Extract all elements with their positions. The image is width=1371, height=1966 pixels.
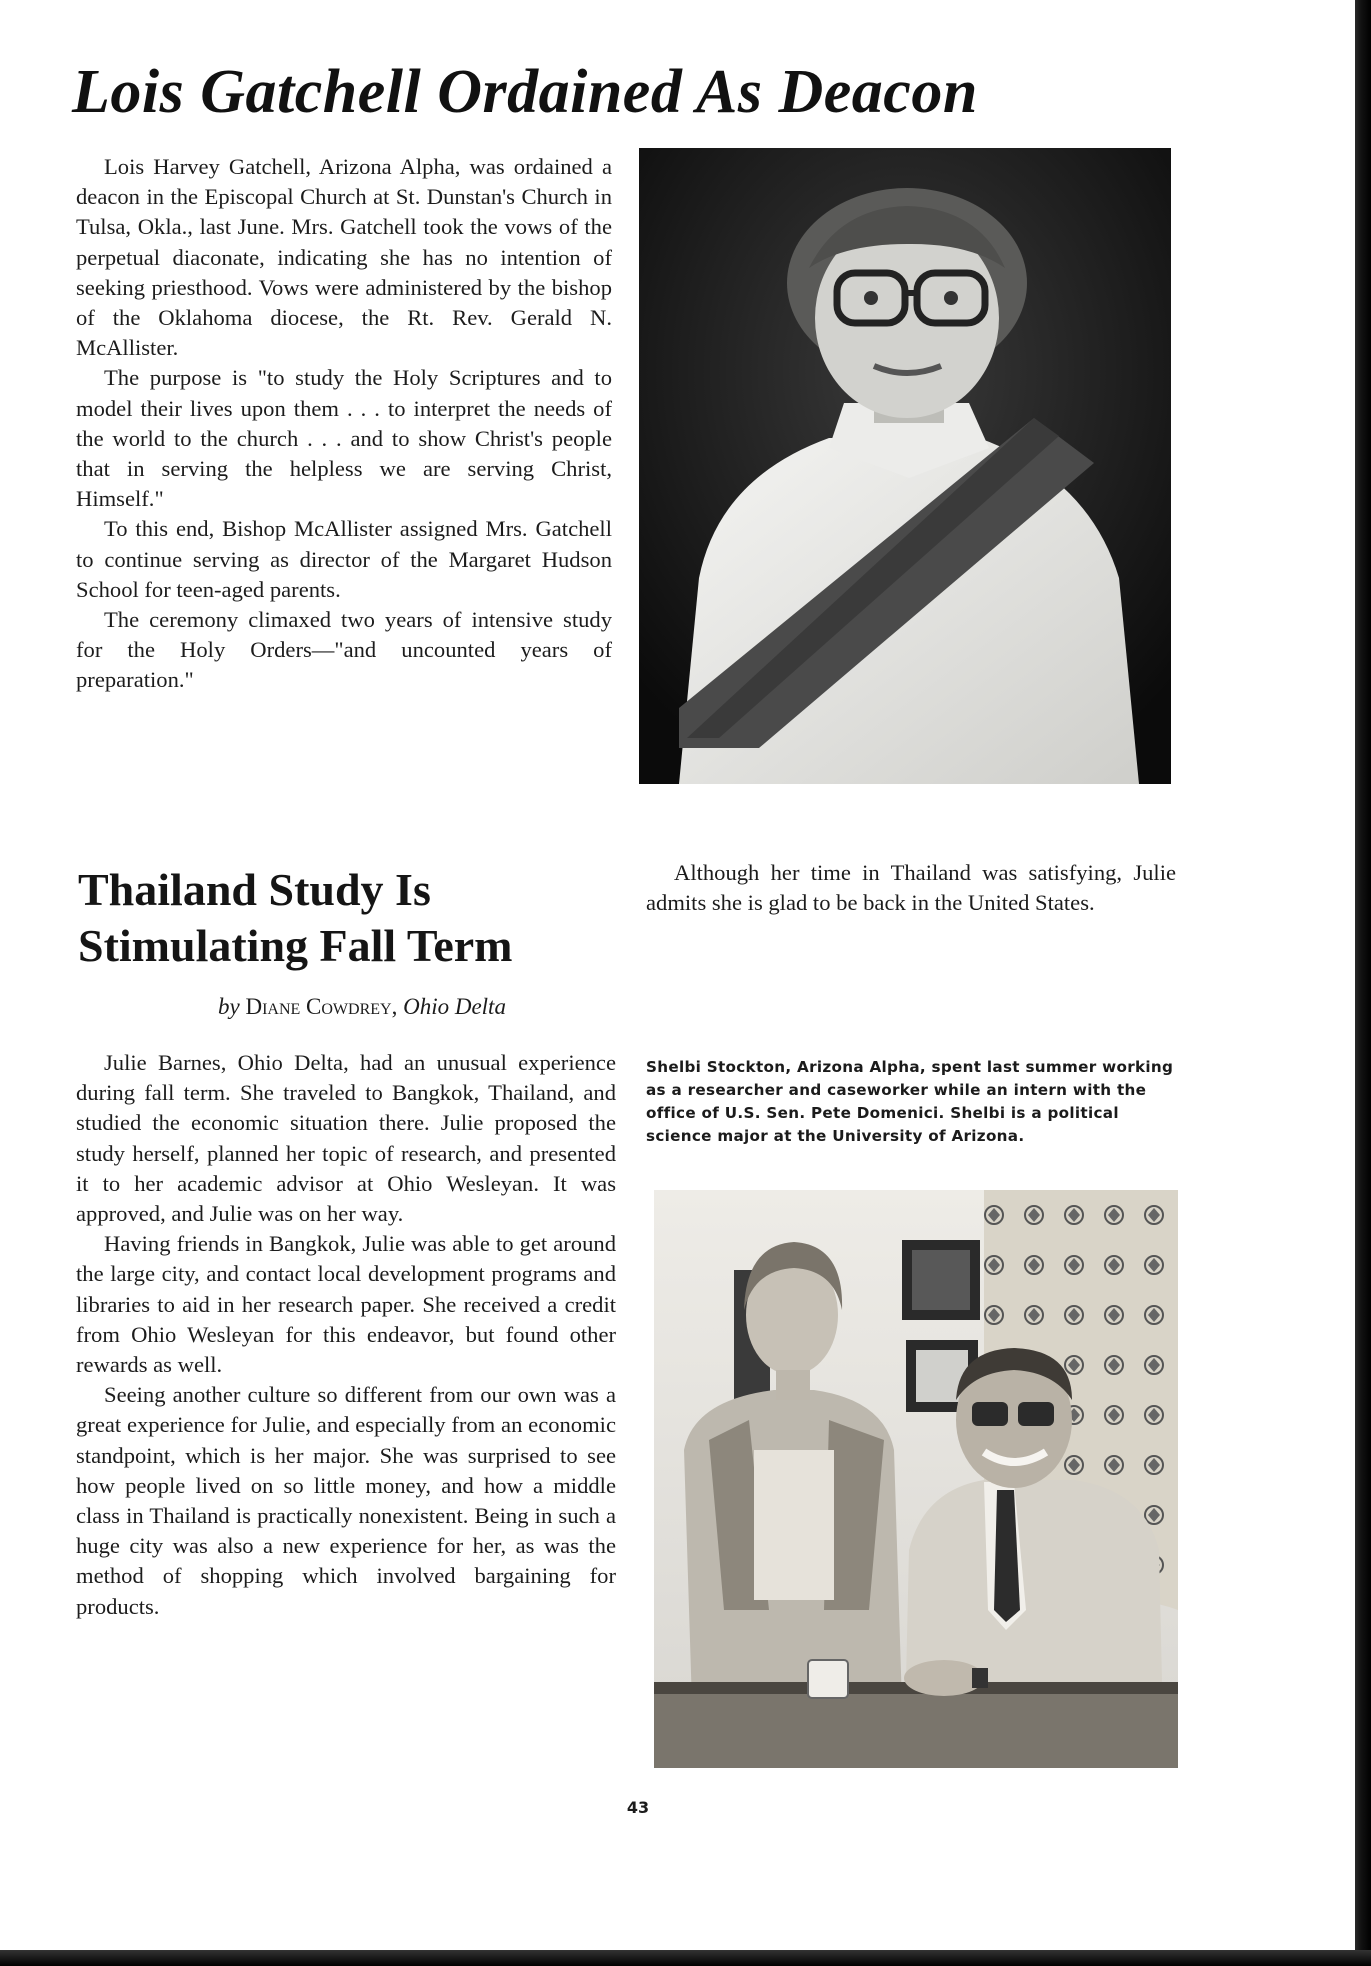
photo-caption-stockton: Shelbi Stockton, Arizona Alpha, spent last summer working as a researcher and caseworker while an intern with the office of U.S. Sen. Pete Domenici. Shelbi is a political science major at the University of Arizona. — [646, 1058, 1174, 1145]
byline-author: Diane Cowdrey — [245, 994, 392, 1019]
office-photo-illustration — [654, 1190, 1178, 1768]
portrait-illustration — [639, 148, 1171, 784]
article-body-gatchell — [76, 152, 612, 696]
page-number: 43 — [626, 1798, 650, 1817]
portrait-photo-gatchell — [639, 148, 1171, 784]
byline-chapter: Ohio Delta — [403, 994, 506, 1019]
body-paragraph: Julie Barnes, Ohio Delta, had an unusual experience during fall term. She traveled to Bangkok, Thailand, and studied the economic situation there. Julie proposed the study herself, planned her topic of research, and presented it to her academic advisor at Ohio Wesleyan. It was approved, and Julie was on her way. — [76, 1050, 616, 1227]
photo-stockton-domenici — [654, 1190, 1178, 1768]
body-paragraph: The ceremony climaxed two years of intensive study for the Holy Orders—"and uncounted years of preparation." — [76, 607, 612, 693]
page-edge-right — [1355, 0, 1371, 1966]
article-body-thailand — [76, 1048, 616, 1622]
article-title-thailand: Thailand Study Is Stimulating Fall Term — [78, 864, 513, 971]
body-paragraph: The purpose is "to study the Holy Scriptures and to model their lives upon them . . . to interpret the needs of the world to the church . . . and to show Christ's people that in serving the helpless we are serving Christ, Himself." — [76, 365, 612, 512]
body-paragraph: Although her time in Thailand was satisfying, Julie admits she is glad to be back in the United States. — [646, 860, 1176, 916]
body-paragraph: Having friends in Bangkok, Julie was able to get around the large city, and contact local development programs and libraries to aid in her research paper. She received a credit from Ohio Wesleyan for this endeavor, but found other rewards as well. — [76, 1231, 616, 1378]
body-paragraph: Lois Harvey Gatchell, Arizona Alpha, was ordained a deacon in the Episcopal Church at St. Dunstan's Church in Tulsa, Okla., last June. Mrs. Gatchell took the vows of the perpetual diaconate, indicating she has no intention of seeking priesthood. Vows were administered by the bishop of the Oklahoma diocese, the Rt. Rev. Gerald N. McAllister. — [76, 154, 612, 361]
body-paragraph: Seeing another culture so different from our own was a great experience for Julie, and especially from an economic standpoint, which is her major. She was surprised to see how people lived on so little money, and how a middle class in Thailand is practically nonexistent. Being in such a huge city was also a new experience for her, as was the method of shopping which involved bargaining for products. — [76, 1382, 616, 1619]
article-continuation — [646, 858, 1176, 918]
article-title-gatchell: Lois Gatchell Ordained As Deacon — [72, 58, 978, 126]
body-paragraph: To this end, Bishop McAllister assigned Mrs. Gatchell to continue serving as director of the Margaret Hudson School for teen-aged parents. — [76, 516, 612, 602]
byline: by Diane Cowdrey, Ohio Delta — [218, 994, 506, 1019]
page-edge-bottom — [0, 1950, 1371, 1966]
byline-prefix: by — [218, 994, 240, 1019]
